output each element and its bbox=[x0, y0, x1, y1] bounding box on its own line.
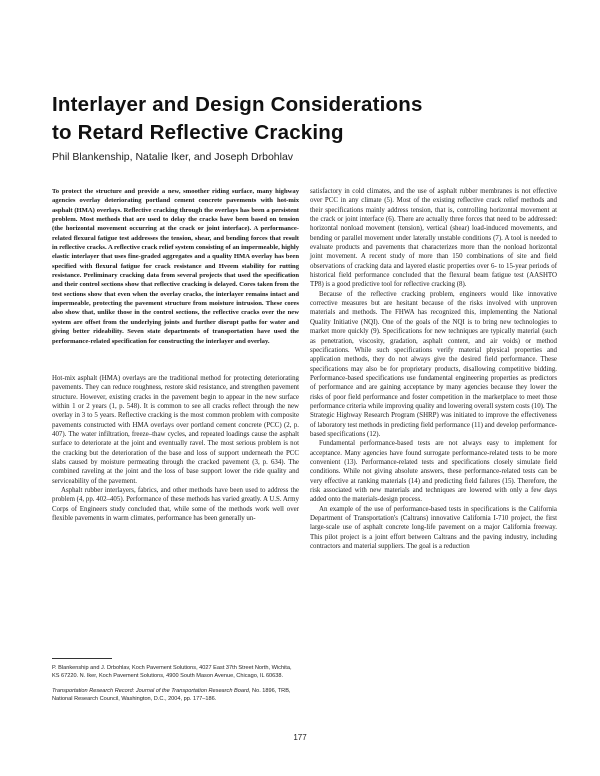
body-paragraph-3: satisfactory in cold climates, and the use of asphalt rubber membranes is not effective over PCC in any climate (5). Most of the existing reflective crack relief methods and their specifications mainly address tension, that is, controlling horizontal movement at the crack or joint interface (6). There are actually three forces that need to be addressed: horizontal nonload movement (tension), vertical (shear) load-induced movements, and bending or parallel movement under laterally unstable conditions (7). A tool is needed to evaluate products and pavements that characterizes more than the nonload horizontal joint movement. A recent study of more than 150 combinations of site and field observations of cracking data and layered elastic properties over 6- to 15-year periods of historical field performance concluded that the flexural beam fatigue test (AASHTO TP8) is a good predictive tool for reflective cracking (8). bbox=[310, 188, 557, 289]
body-paragraph-5: Fundamental performance-based tests are not always easy to implement for acceptance. Many agencies have found surrogate performance-related tests to be more convenient (13). Performance-related tests and specifications closely simulate field conditions. While not giving absolute answers, these performance-related tests can be very effective at ranking materials (14) and predicting field failures (15). Therefore, the risk associated with new materials and techniques are lowered with only a few days added onto the materials-design process. bbox=[310, 440, 557, 504]
page-number: 177 bbox=[293, 733, 307, 742]
title-line-2: to Retard Reflective Cracking bbox=[52, 121, 344, 144]
abstract bbox=[52, 187, 299, 346]
journal-name: Transportation Research Record: Journal of the Transportation Research Board, bbox=[52, 687, 251, 694]
footnote bbox=[52, 658, 299, 709]
abstract-text: To protect the structure and provide a new, smoother riding surface, many highway agencies overlay deteriorating portland cement concrete pavements with hot-mix asphalt (HMA) overlays. Reflective cracking through the overlays has been a persistent problem. Most methods that are used to delay the cracks have been based on tension (the horizontal movement occurring at the crack or joint interface). A performance-related flexural fatigue test addresses the tension, shear, and bending forces that result in reflective cracks. A reflective crack relief system consisting of an impermeable, highly elastic interlayer that uses fine-graded aggregates and a quality HMA overlay has been specified with flexural fatigue for crack resistance and Hveem stability for rutting resistance. Preliminary cracking data from several projects that used the specification and their control sections show that reflective cracking is delayed. Cores taken from the test sections show that even when the overlay cracks, the interlayer remains intact and impermeable, protecting the pavement structure from moisture intrusion. These cores also show that, unlike those in the control sections, the reflective cracks over the new system are offset from the underlying joints and further disrupt paths for water and giving better rideability. Seven state departments of transportation have used the performance-related specification for constructing the interlayer and overlay. bbox=[52, 188, 299, 345]
title-line-1: Interlayer and Design Considerations bbox=[52, 93, 423, 116]
body-paragraph-6: An example of the use of performance-based tests in specifications is the California Department of Transportation's (Caltrans) innovative California I-710 project, the first large-scale use of asphalt concrete long-life pavement on a major California freeway. This pilot project is a joint effort between Caltrans and the paving industry, including contractors and material suppliers. The goal is a reduction bbox=[310, 505, 557, 551]
citation-details: No. 1896, TRB, National Research Council, Washington, D.C., 2004, pp. 177–186. bbox=[52, 687, 291, 702]
footnote-rule bbox=[52, 658, 112, 659]
left-column bbox=[52, 187, 299, 523]
author-list: Phil Blankenship, Natalie Iker, and Joseph Drbohlav bbox=[52, 151, 294, 163]
paper-title bbox=[52, 91, 552, 147]
journal-citation bbox=[52, 687, 299, 704]
body-paragraph-2: Asphalt rubber interlayers, fabrics, and other methods have been used to address the problem (4, pp. 402–405). Performance of these methods has varied greatly. A U.S. Army Corps of Engineers study concluded that, while some of the methods work well over flexible pavements in warm climates, performance has been generally un- bbox=[52, 486, 299, 522]
author-affiliation: P. Blankenship and J. Drbohlav, Koch Pavement Solutions, 4027 East 37th Street North, Wichita, KS 67220. N. Iker, Koch Pavement Solutions, 4900 South Mason Avenue, Chicago, IL 60638. bbox=[52, 665, 292, 680]
right-column bbox=[310, 187, 557, 551]
body-paragraph-4: Because of the reflective cracking problem, engineers would like innovative corrective measures but are hesitant because of the risks involved with unproven materials and methods. The FHWA has recognized this, implementing the National Quality Initiative (NQI). One of the goals of the NQI is to bring new technologies to market more quickly (9). Specifications for new techniques are typically material (such as penetration, viscosity, gradation, asphalt content, and air voids) or method specifications. While such specifications verify material physical properties and application methods, they do not always give the desired field performance. These specifications may also be for proprietary products, disallowing competitive bidding. Performance-based specifications use fundamental engineering properties as predictors of performance and are gaining acceptance by many agencies because they lower the risks of poor field performance and foster competition in the marketplace to meet those performance criteria while improving quality and lowering overall system costs (10). The Strategic Highway Research Program (SHRP) was initiated to improve the effectiveness of laboratory test methods in predicting field performance (11) and develop performance-based specifications (12). bbox=[310, 290, 557, 438]
body-paragraph-1: Hot-mix asphalt (HMA) overlays are the traditional method for protecting deteriorating pavements. They can reduce roughness, restore skid resistance, and strengthen pavement structure. However, existing cracks in the pavement begin to appear in the new surface within 1 or 2 years (1, p. 548). It is common to see all cracks reflect through the new overlay in 3 to 5 years. Reflective cracking is the most common problem with composite pavements constructed with HMA overlays over portland cement concrete (PCC) (2, p. 407). The water infiltration, freeze–thaw cycles, and repeated loadings cause the asphalt surface to deteriorate at the joint and eventually ravel. The most serious problem is not the cracking but the deterioration of the base and loss of support underneath the PCC slabs caused by moisture permeating through the cracked pavement (3, p. 634). The combined raveling at the joint and the loss of base support lower the ride quality and serviceability of the pavement. bbox=[52, 374, 299, 485]
